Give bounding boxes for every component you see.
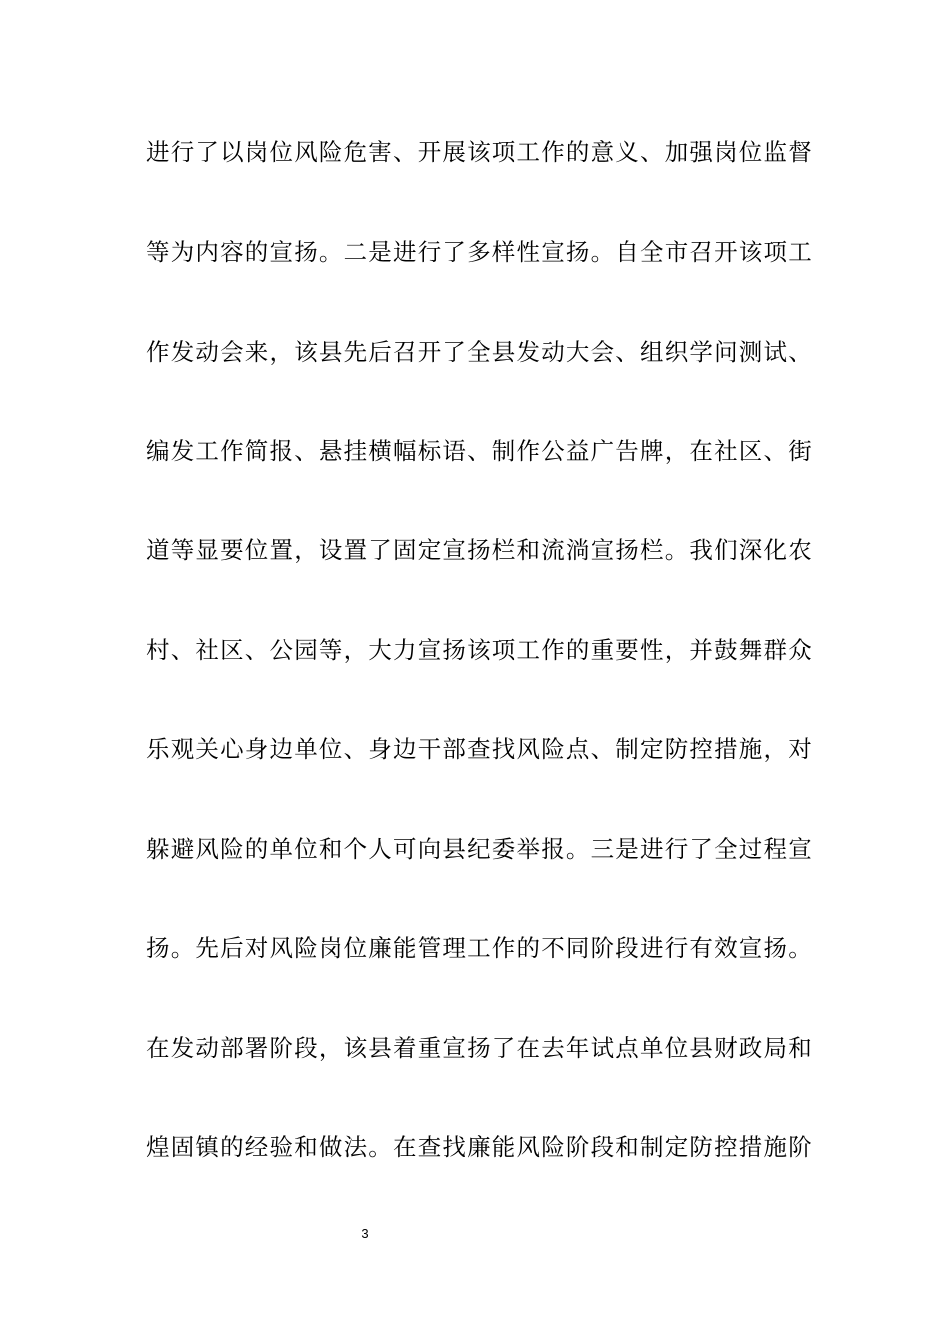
text-line: 乐观关心身边单位、身边干部查找风险点、制定防控措施，对 — [146, 735, 813, 763]
text-line: 等为内容的宣扬。二是进行了多样性宣扬。自全市召开该项工 — [146, 238, 813, 266]
text-line: 躲避风险的单位和个人可向县纪委举报。三是进行了全过程宣 — [146, 835, 813, 863]
text-line: 扬。先后对风险岗位廉能管理工作的不同阶段进行有效宣扬。 — [146, 934, 813, 962]
page-number: 3 — [361, 1226, 369, 1241]
text-line: 在发动部署阶段，该县着重宣扬了在去年试点单位县财政局和 — [146, 1034, 813, 1062]
text-line: 煌固镇的经验和做法。在查找廉能风险阶段和制定防控措施阶 — [146, 1133, 813, 1161]
text-line: 编发工作简报、悬挂横幅标语、制作公益广告牌，在社区、街 — [146, 437, 813, 465]
text-line: 进行了以岗位风险危害、开展该项工作的意义、加强岗位监督 — [146, 138, 813, 166]
text-line: 作发动会来，该县先后召开了全县发动大会、组织学问测试、 — [146, 338, 813, 366]
text-line: 道等显要位置，设置了固定宣扬栏和流淌宣扬栏。我们深化农 — [146, 536, 813, 564]
text-line: 村、社区、公园等，大力宣扬该项工作的重要性，并鼓舞群众 — [146, 636, 813, 664]
